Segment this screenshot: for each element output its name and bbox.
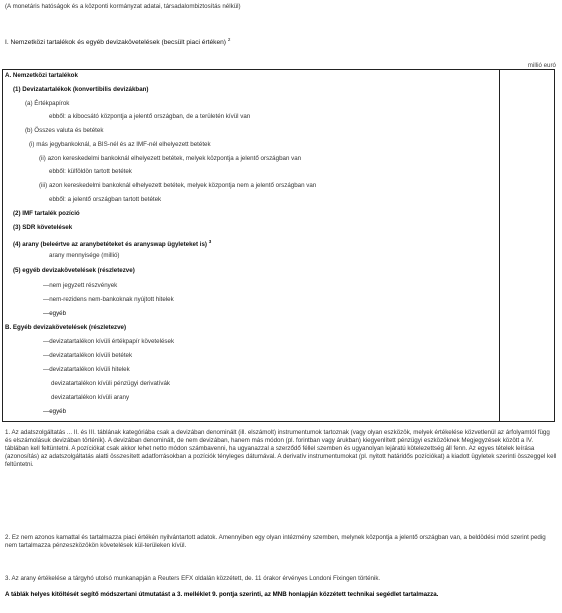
row-deposits-not-in-reserves: —devizatartalékon kívüli betétek [43,352,133,359]
methodology-note: A táblák helyes kitöltését segítő módszertani útmutatást a 3. melléklet 9. pontja szerinti, az MNB honlapján közzétett technikai segédlet tartalmazza. [5,591,439,598]
section-title [5,37,230,47]
row-2-imf-reserve-position: (2) IMF tartalék pozíció [13,210,80,217]
row-a-international-reserves: A. Nemzetközi tartalékok [5,72,78,79]
row-derivatives-not-in-reserves: devizatartalékon kívüli pénzügyi derivatívák [51,380,171,387]
row-4-gold-footnote-ref: 3 [208,239,212,244]
reserves-table [2,69,555,422]
row-unlisted-shares: —nem jegyzett részvények [43,282,118,289]
row-b-currency-and-deposits: (b) Összes valuta és betétek [25,127,104,134]
value-column-divider [499,70,500,421]
header-note: (A monetáris hatóságok és a központi kormányzat adatai, társadalombiztosítás nélkül) [5,3,241,10]
row-securities-not-in-reserves: —devizatartalékon kívüli értékpapír követelések [43,338,175,345]
section-title-text: I. Nemzetközi tartalékok és egyéb devizakövetelések (becsült piaci értéken) [5,39,226,47]
row-other-reserve-assets-other: —egyéb [43,310,67,317]
row-1-foreign-currency-reserves: (1) Devizatartalékok (konvertibilis devizákban) [13,86,149,93]
row-ii-deposits-domestic-banks: (ii) azon kereskedelmi bankoknál elhelyezett betétek, melyek központja a jelentő országban van [39,155,302,162]
section-title-footnote-ref: 2 [227,37,231,42]
row-4-gold-label: (4) arany (beleértve az aranybetéteket és aranyswap ügyleteket is) [13,241,207,249]
row-gold-volume: arany mennyisége (millió) [49,252,120,259]
row-b-other-foreign-currency-assets: B. Egyéb devizakövetelések (részletezve) [5,324,127,331]
row-loans-not-in-reserves: —devizatartalékon kívüli hitelek [43,366,130,373]
row-4-gold [13,239,211,249]
row-iii-deposits-foreign-banks: (iii) azon kereskedelmi bankoknál elhelyezett betétek, melyek központja nem a jelentő országban van [39,182,317,189]
footnote-2: 2. Ez nem azonos kamattal és tartalmazza piaci értékén nyilvántartott adatok. Amennyiben egy olyan intézmény szemben, melynek központja a jelentő országban van, a beldödési mód szerint pedig nem tartalmazza pénzeszközökön követelések kül-terüleken kívül. [5,534,546,549]
row-loans-to-nonresident-nonbanks: —nem-rezidens nem-bankoknak nyújtott hitelek [43,296,174,303]
row-gold-not-in-reserves: devizatartalékon kívüli arany [51,394,130,401]
footnote-1: 1. Az adatszolgáltatás ... II. és III. táblának kategóriába csak a devizában denominált (ill. elszámolt) instrumentumok tartoznak (vagy olyan eszközök, melyek értékelése közvetlenül az árfolyamtól függ és elszámolásuk devizában történik). A devizában denominált, de nem devizában, hanem más módon (pl. forintban vagy árukban) kiegyenlített pénzügyi eszközöknek Megjegyzések között a IV. táblában kell feltüntetni. A pozíciókat csak akkor lehet netto módon számbavenni, ha ugyanazzal a szerződő féllel szemben és ugyanolyan lejáratú kötelezettség áll fenn. Az egyes tételek leírása (azonosítás) az adatszolgáltatás alatti összesített adatforrásokban a pozíciók tényleges dátumával. A derivatív instrumentumokat (pl. nyitott határidős pozíciókat) a kiadott ügyletek szerinti összeggel kell feltüntetni. [5,429,557,468]
row-5-other-reserve-assets: (5) egyéb devizakövetelések (részletezve) [13,267,135,274]
row-securities-issuer-abroad: ebből: a kibocsátó központja a jelentő országban, de a területén kívül van [49,113,251,120]
row-3-sdr-holdings: (3) SDR követelések [13,224,73,231]
unit-label: millió euró [527,62,556,69]
footnote-3: 3. Az arany értékelése a tárgyhó utolsó munkanapján a Reuters EFX oldalán közzétett, de. 11 órakor érvényes Londoni Fixingen történik. [5,575,381,582]
row-i-deposits-central-banks: (i) más jegybankoknál, a BIS-nél és az IMF-nél elhelyezett betétek [29,141,211,148]
row-other-assets-other: —egyéb [43,408,67,415]
row-deposits-held-abroad: ebből: külföldön tartott betétek [49,168,132,175]
row-deposits-held-domestically: ebből: a jelentő országban tartott betétek [49,196,162,203]
row-a-securities: (a) Értékpapírok [25,100,70,107]
